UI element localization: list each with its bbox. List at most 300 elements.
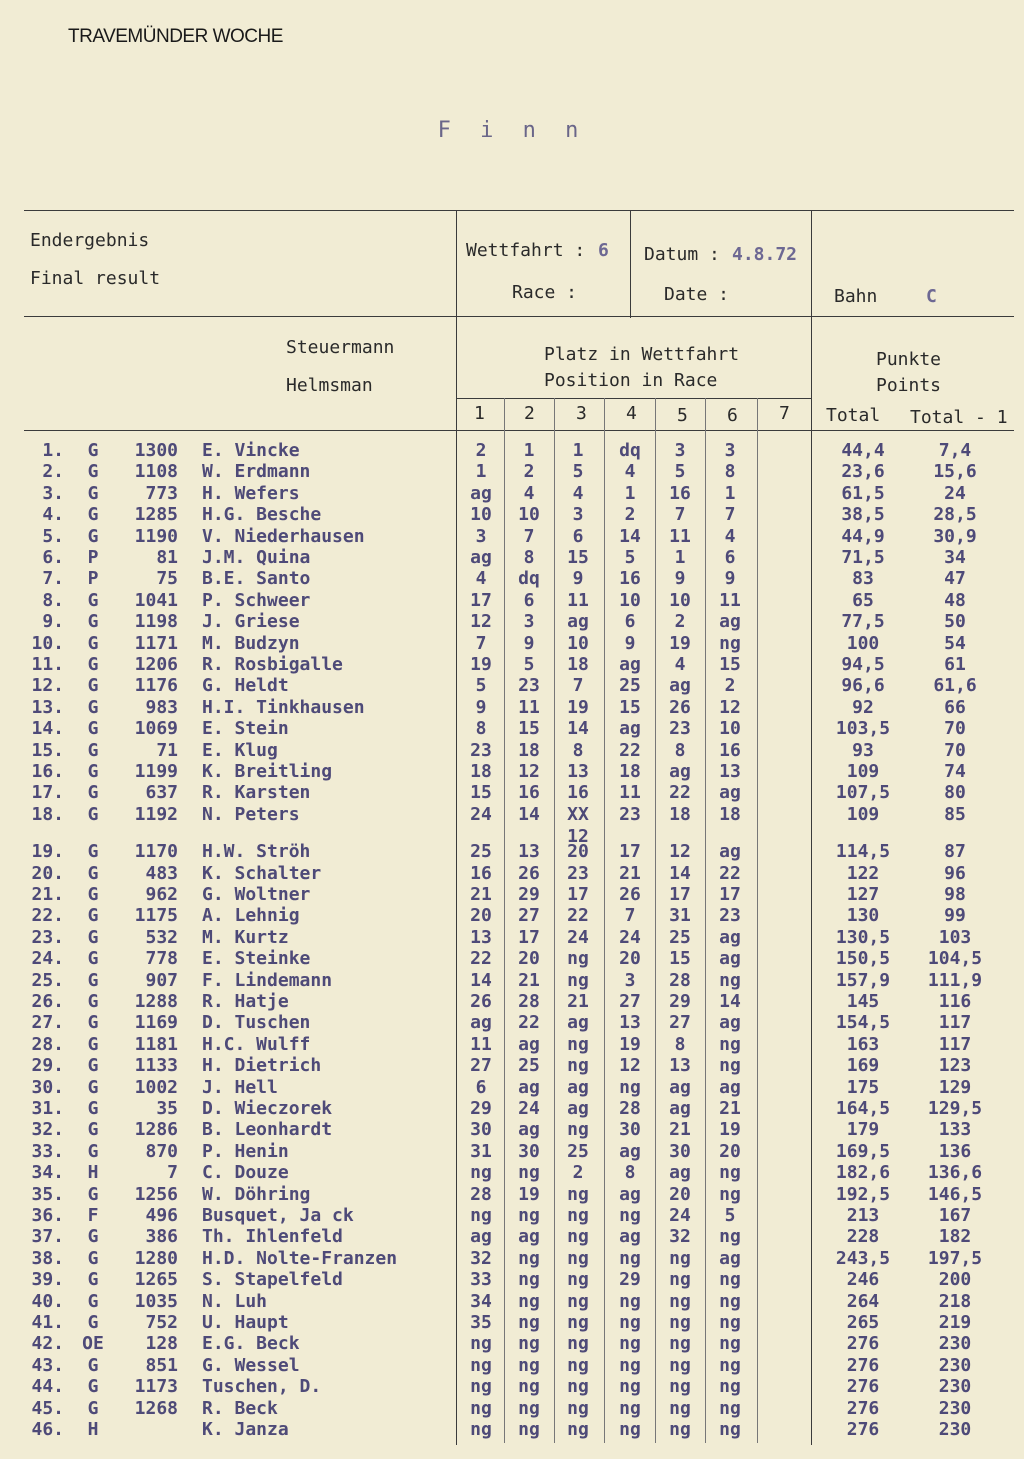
total-points-cell: 44,9: [841, 526, 885, 547]
race-3-cell: ng: [567, 1226, 589, 1247]
total-minus-one-cell: 116: [938, 991, 972, 1012]
total-minus-one-cell: 182: [938, 1226, 972, 1247]
sail-number-cell: 1175: [134, 905, 178, 926]
table-row: [0, 1012, 1024, 1033]
helmsman-cell: R. Karsten: [202, 782, 311, 803]
race-6-cell: 15: [719, 654, 741, 675]
sail-number-cell: 1041: [134, 590, 178, 611]
race-3-cell: 14: [567, 718, 589, 739]
total-points-cell: 276: [846, 1376, 880, 1397]
race-4-cell: 5: [624, 547, 636, 568]
total-points-cell: 163: [846, 1034, 880, 1055]
total-minus-one-cell: 85: [944, 804, 966, 825]
nation-cell: G: [87, 1098, 99, 1119]
total-minus-one-cell: 123: [938, 1055, 972, 1076]
race-5-cell: ng: [669, 1376, 691, 1397]
race-5-cell: ng: [669, 1398, 691, 1419]
total-minus-one-cell: 47: [944, 568, 966, 589]
race-4-cell: ng: [619, 1312, 641, 1333]
total-points-cell: 127: [846, 884, 880, 905]
race-4-cell: 16: [619, 568, 641, 589]
race-5-cell: 11: [669, 526, 691, 547]
total-minus-one-cell: 80: [944, 782, 966, 803]
total-minus-label: Total - 1: [910, 407, 1008, 428]
race-3-cell: 7: [572, 675, 584, 696]
total-points-cell: 265: [846, 1312, 880, 1333]
race-5-cell: 10: [669, 590, 691, 611]
race-6-cell: 20: [719, 1141, 741, 1162]
race-1-cell: ng: [470, 1205, 492, 1226]
race-6-cell: ng: [719, 1291, 741, 1312]
table-row: [0, 697, 1024, 718]
total-minus-one-cell: 61,6: [933, 675, 977, 696]
course-value: C: [926, 286, 937, 307]
race-2-cell: 8: [523, 547, 535, 568]
nation-cell: G: [87, 740, 99, 761]
race-6-cell: ng: [719, 1226, 741, 1247]
total-points-cell: 246: [846, 1269, 880, 1290]
race-5-cell: 31: [669, 905, 691, 926]
race-5-cell: ng: [669, 1333, 691, 1354]
table-row: [0, 1162, 1024, 1183]
place-cell: 23.: [31, 927, 64, 948]
helmsman-cell: H.G. Besche: [202, 504, 322, 525]
total-minus-one-cell: 87: [944, 841, 966, 862]
race-1-cell: 9: [475, 697, 487, 718]
helmsman-cell: H.I. Tinkhausen: [202, 697, 365, 718]
nation-cell: G: [87, 633, 99, 654]
race-2-cell: 9: [523, 633, 535, 654]
nation-cell: G: [87, 782, 99, 803]
place-cell: 34.: [31, 1162, 64, 1183]
table-row: [0, 440, 1024, 461]
table-row: [0, 654, 1024, 675]
helmsman-cell: B. Leonhardt: [202, 1119, 333, 1140]
sail-number-cell: 1280: [134, 1248, 178, 1269]
table-row: [0, 761, 1024, 782]
table-row: [0, 1248, 1024, 1269]
race-2-cell: ng: [518, 1333, 540, 1354]
race-3-cell: 16: [567, 782, 589, 803]
race-1-cell: 33: [470, 1269, 492, 1290]
race-4-cell: 1: [624, 483, 636, 504]
total-minus-one-cell: 30,9: [933, 526, 977, 547]
nation-cell: G: [87, 905, 99, 926]
race-3-cell: XX: [567, 804, 589, 825]
race-num-2: 2: [524, 403, 535, 424]
nation-cell: G: [87, 1034, 99, 1055]
race-1-cell: 21: [470, 884, 492, 905]
race-1-cell: 31: [470, 1141, 492, 1162]
total-minus-one-cell: 50: [944, 611, 966, 632]
helmsman-cell: J.M. Quina: [202, 547, 311, 568]
race-4-cell: ag: [619, 654, 641, 675]
race-5-cell: 18: [669, 804, 691, 825]
sail-number-cell: 1268: [134, 1398, 178, 1419]
helmsman-cell: D. Wieczorek: [202, 1098, 333, 1119]
race-6-cell: ng: [719, 1034, 741, 1055]
table-row: [0, 1077, 1024, 1098]
table-row: [0, 590, 1024, 611]
place-cell: 30.: [31, 1077, 64, 1098]
race-1-cell: 4: [475, 568, 487, 589]
place-cell: 5.: [42, 526, 64, 547]
table-row: [0, 1376, 1024, 1397]
total-points-cell: 182,6: [835, 1162, 891, 1183]
race-1-cell: 1: [475, 461, 487, 482]
sail-number-cell: 1181: [134, 1034, 178, 1055]
nation-cell: G: [87, 804, 99, 825]
race-5-cell: 22: [669, 782, 691, 803]
table-row: [0, 504, 1024, 525]
place-cell: 12.: [31, 675, 64, 696]
nation-cell: G: [87, 970, 99, 991]
nation-cell: G: [87, 948, 99, 969]
sail-number-cell: 962: [145, 884, 178, 905]
sail-number-cell: 81: [156, 547, 178, 568]
race-5-cell: 24: [669, 1205, 691, 1226]
race-2-cell: 13: [518, 841, 540, 862]
place-cell: 19.: [31, 841, 64, 862]
race-6-cell: ng: [719, 1355, 741, 1376]
helmsman-cell: H. Dietrich: [202, 1055, 322, 1076]
total-points-cell: 65: [852, 590, 874, 611]
race-1-cell: ng: [470, 1333, 492, 1354]
race-4-cell: ag: [619, 1226, 641, 1247]
table-row: [0, 1141, 1024, 1162]
event-title: TRAVEMÜNDER WOCHE: [68, 26, 283, 47]
race-5-cell: 8: [674, 740, 686, 761]
race-5-cell: 25: [669, 927, 691, 948]
nation-cell: G: [87, 461, 99, 482]
race-6-cell: ng: [719, 633, 741, 654]
race-4-cell: 24: [619, 927, 641, 948]
total-points-cell: 145: [846, 991, 880, 1012]
total-minus-one-cell: 70: [944, 718, 966, 739]
table-row: [0, 1291, 1024, 1312]
race-4-cell: 15: [619, 697, 641, 718]
table-row: [0, 804, 1024, 825]
place-cell: 28.: [31, 1034, 64, 1055]
sail-number-cell: 1206: [134, 654, 178, 675]
course-label: Bahn: [834, 286, 878, 307]
place-cell: 4.: [42, 504, 64, 525]
race-2-cell: 26: [518, 863, 540, 884]
race-3-cell: 4: [572, 483, 584, 504]
total-points-cell: 276: [846, 1398, 880, 1419]
sail-number-cell: 1190: [134, 526, 178, 547]
place-cell: 41.: [31, 1312, 64, 1333]
date-label-en: Date :: [664, 284, 730, 305]
total-points-cell: 71,5: [841, 547, 885, 568]
table-row: [0, 884, 1024, 905]
total-minus-one-cell: 129: [938, 1077, 972, 1098]
race-3-cell: 21: [567, 991, 589, 1012]
race-6-cell: 21: [719, 1098, 741, 1119]
race-6-cell: 9: [724, 568, 736, 589]
race-4-cell: 14: [619, 526, 641, 547]
nation-cell: G: [87, 1291, 99, 1312]
race-4-cell: 17: [619, 841, 641, 862]
nation-cell: G: [87, 483, 99, 504]
sail-number-cell: 1171: [134, 633, 178, 654]
race-2-cell: ng: [518, 1312, 540, 1333]
race-4-cell: ng: [619, 1376, 641, 1397]
race-5-cell: 2: [674, 611, 686, 632]
race-2-cell: dq: [518, 568, 540, 589]
sail-number-cell: 1176: [134, 675, 178, 696]
total-points-cell: 130,5: [835, 927, 891, 948]
total-points-cell: 94,5: [841, 654, 885, 675]
race-5-cell: 5: [674, 461, 686, 482]
race-1-cell: 27: [470, 1055, 492, 1076]
race-6-cell: 7: [724, 504, 736, 525]
total-minus-one-cell: 7,4: [938, 440, 972, 461]
race-2-cell: 4: [523, 483, 535, 504]
race-2-cell: 29: [518, 884, 540, 905]
place-cell: 43.: [31, 1355, 64, 1376]
race-5-cell: 8: [674, 1034, 686, 1055]
total-minus-one-cell: 54: [944, 633, 966, 654]
total-points-cell: 44,4: [841, 440, 885, 461]
race-3-cell: 18: [567, 654, 589, 675]
table-row: [0, 633, 1024, 654]
total-points-cell: 264: [846, 1291, 880, 1312]
nation-cell: P: [87, 547, 99, 568]
race-4-cell: 30: [619, 1119, 641, 1140]
race-1-cell: 18: [470, 761, 492, 782]
points-label-en: Points: [876, 375, 942, 396]
helmsman-cell: R. Beck: [202, 1398, 278, 1419]
race-num-5: 5: [677, 405, 688, 426]
helmsman-cell: W. Erdmann: [202, 461, 311, 482]
race-6-cell: 19: [719, 1119, 741, 1140]
race-numbers-rule: [456, 398, 812, 399]
race-1-cell: 26: [470, 991, 492, 1012]
nation-cell: G: [87, 927, 99, 948]
helmsman-cell: E. Steinke: [202, 948, 311, 969]
race-num-1: 1: [474, 403, 485, 424]
race-6-cell: ng: [719, 1419, 741, 1440]
race-1-cell: 34: [470, 1291, 492, 1312]
sail-number-cell: 1265: [134, 1269, 178, 1290]
race-2-cell: 23: [518, 675, 540, 696]
table-row: [0, 863, 1024, 884]
race-4-cell: ng: [619, 1333, 641, 1354]
sail-number-cell: 778: [145, 948, 178, 969]
total-minus-one-cell: 15,6: [933, 461, 977, 482]
nation-cell: P: [87, 568, 99, 589]
total-minus-one-cell: 34: [944, 547, 966, 568]
place-cell: 29.: [31, 1055, 64, 1076]
race-2-cell: 18: [518, 740, 540, 761]
race-5-cell: 27: [669, 1012, 691, 1033]
sail-number-cell: 496: [145, 1205, 178, 1226]
race-2-cell: 25: [518, 1055, 540, 1076]
race-2-cell: 15: [518, 718, 540, 739]
total-points-cell: 276: [846, 1333, 880, 1354]
table-row: [0, 718, 1024, 739]
race-5-cell: 13: [669, 1055, 691, 1076]
position-label-de: Platz in Wettfahrt: [544, 344, 740, 365]
helmsman-cell: Busquet, Ja ck: [202, 1205, 354, 1226]
race-6-cell: ng: [719, 1312, 741, 1333]
race-2-cell: ng: [518, 1291, 540, 1312]
helmsman-cell: E. Vincke: [202, 440, 300, 461]
race-2-cell: ng: [518, 1419, 540, 1440]
race-1-cell: 32: [470, 1248, 492, 1269]
race-6-cell: 1: [724, 483, 736, 504]
place-cell: 33.: [31, 1141, 64, 1162]
sail-number-cell: 71: [156, 740, 178, 761]
total-points-cell: 179: [846, 1119, 880, 1140]
race-4-cell: 25: [619, 675, 641, 696]
race-5-cell: 3: [674, 440, 686, 461]
race-1-cell: 7: [475, 633, 487, 654]
race-5-cell: 12: [669, 841, 691, 862]
race-4-cell: 11: [619, 782, 641, 803]
place-cell: 25.: [31, 970, 64, 991]
race-2-cell: 20: [518, 948, 540, 969]
place-cell: 46.: [31, 1419, 64, 1440]
helmsman-cell: G. Woltner: [202, 884, 311, 905]
place-cell: 44.: [31, 1376, 64, 1397]
sail-number-cell: 983: [145, 697, 178, 718]
race-2-cell: ag: [518, 1119, 540, 1140]
race-2-cell: ng: [518, 1205, 540, 1226]
race-6-cell: 13: [719, 761, 741, 782]
total-minus-one-cell: 167: [938, 1205, 972, 1226]
race-3-cell: 17: [567, 884, 589, 905]
race-4-cell: ag: [619, 1184, 641, 1205]
total-minus-one-cell: 129,5: [927, 1098, 983, 1119]
race-3-cell: ng: [567, 1184, 589, 1205]
position-label-en: Position in Race: [544, 370, 718, 391]
place-cell: 6.: [42, 547, 64, 568]
race-3-cell: ag: [567, 1012, 589, 1033]
race-3-cell: ng: [567, 1333, 589, 1354]
race-6-cell: ng: [719, 970, 741, 991]
helmsman-cell: B.E. Santo: [202, 568, 311, 589]
race-3-cell: 1: [572, 440, 584, 461]
place-cell: 13.: [31, 697, 64, 718]
date-value: 4.8.72: [732, 244, 798, 265]
race-3-cell: ng: [567, 1119, 589, 1140]
table-row: [0, 841, 1024, 862]
race-2-cell: 1: [523, 440, 535, 461]
race-5-cell: 26: [669, 697, 691, 718]
table-row: [0, 1205, 1024, 1226]
nation-cell: G: [87, 654, 99, 675]
race-6-cell: ag: [719, 1012, 741, 1033]
race-3-cell: ag: [567, 1098, 589, 1119]
place-cell: 24.: [31, 948, 64, 969]
nation-cell: G: [87, 841, 99, 862]
helmsman-cell: W. Döhring: [202, 1184, 311, 1205]
race-5-cell: 29: [669, 991, 691, 1012]
nation-cell: G: [87, 761, 99, 782]
sail-number-cell: 773: [145, 483, 178, 504]
table-row: [0, 526, 1024, 547]
race-4-cell: 20: [619, 948, 641, 969]
total-points-cell: 276: [846, 1355, 880, 1376]
total-points-cell: 157,9: [835, 970, 891, 991]
race-3-cell: ng: [567, 1291, 589, 1312]
total-points-cell: 114,5: [835, 841, 891, 862]
sail-number-cell: 870: [145, 1141, 178, 1162]
race-1-cell: 8: [475, 718, 487, 739]
race-3-cell: 8: [572, 740, 584, 761]
place-cell: 31.: [31, 1098, 64, 1119]
race-6-cell: 18: [719, 804, 741, 825]
nation-cell: G: [87, 611, 99, 632]
total-points-cell: 107,5: [835, 782, 891, 803]
header-rule: [24, 316, 1014, 317]
table-row: [0, 927, 1024, 948]
race-6-cell: ng: [719, 1269, 741, 1290]
race-2-cell: 12: [518, 761, 540, 782]
race-2-cell: 2: [523, 461, 535, 482]
race-4-cell: 10: [619, 590, 641, 611]
race-1-cell: 16: [470, 863, 492, 884]
race-2-cell: 22: [518, 1012, 540, 1033]
race-3-cell: 15: [567, 547, 589, 568]
place-cell: 20.: [31, 863, 64, 884]
total-minus-one-cell: 111,9: [927, 970, 983, 991]
place-cell: 17.: [31, 782, 64, 803]
race-2-cell: 6: [523, 590, 535, 611]
helmsman-cell: P. Henin: [202, 1141, 289, 1162]
race-3-cell: 2: [572, 1162, 584, 1183]
race-4-cell: 28: [619, 1098, 641, 1119]
race-6-cell: 2: [724, 675, 736, 696]
race-3-cell: ng: [567, 1269, 589, 1290]
total-points-cell: 100: [846, 633, 880, 654]
nation-cell: G: [87, 1119, 99, 1140]
helmsman-cell: F. Lindemann: [202, 970, 333, 991]
total-points-cell: 109: [846, 761, 880, 782]
total-minus-one-cell: 230: [938, 1419, 972, 1440]
race-3-cell: 24: [567, 927, 589, 948]
race-1-cell: 22: [470, 948, 492, 969]
nation-cell: G: [87, 1355, 99, 1376]
race-3-cell: ag: [567, 1077, 589, 1098]
race-1-cell: 24: [470, 804, 492, 825]
total-minus-one-cell: 146,5: [927, 1184, 983, 1205]
race-2-cell: ng: [518, 1355, 540, 1376]
race-5-cell: ng: [669, 1248, 691, 1269]
race-4-cell: ng: [619, 1355, 641, 1376]
race-3-cell: ng: [567, 1205, 589, 1226]
race-5-cell: 7: [674, 504, 686, 525]
table-row: [0, 1226, 1024, 1247]
helmsman-cell: N. Luh: [202, 1291, 268, 1312]
race-6-cell: ag: [719, 948, 741, 969]
helmsman-cell: R. Rosbigalle: [202, 654, 343, 675]
total-minus-one-cell: 230: [938, 1333, 972, 1354]
race-4-cell: 19: [619, 1034, 641, 1055]
sail-number-cell: 907: [145, 970, 178, 991]
race-4-cell: ng: [619, 1205, 641, 1226]
sail-number-cell: 1286: [134, 1119, 178, 1140]
race-1-cell: 35: [470, 1312, 492, 1333]
race-num-3: 3: [576, 403, 587, 424]
nation-cell: G: [87, 1184, 99, 1205]
sail-number-cell: 1002: [134, 1077, 178, 1098]
total-minus-one-cell: 230: [938, 1376, 972, 1397]
place-cell: 36.: [31, 1205, 64, 1226]
nation-cell: G: [87, 1055, 99, 1076]
